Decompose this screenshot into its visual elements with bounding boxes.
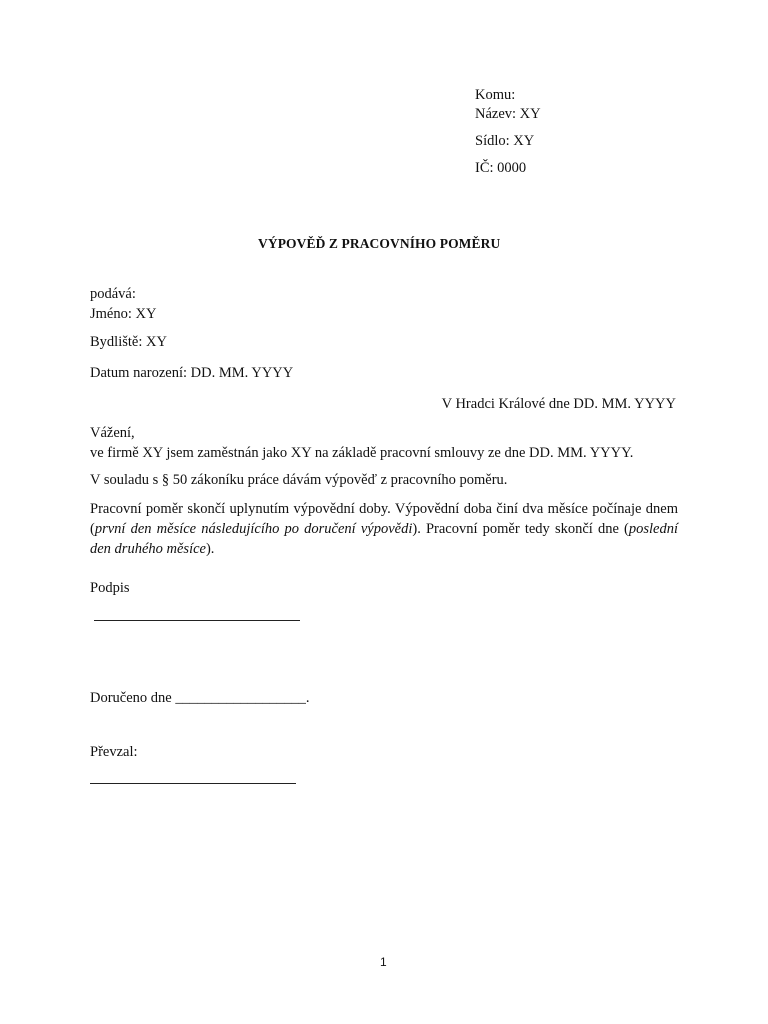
signature-label: Podpis	[90, 580, 130, 596]
termination-italic-1: první den měsíce následujícího po doručení výpovědi	[94, 521, 413, 537]
sender-birth-date: Datum narození: DD. MM. YYYY	[90, 365, 294, 381]
recipient-seat: Sídlo: XY	[475, 133, 535, 149]
sender-residence: Bydliště: XY	[90, 334, 167, 350]
recipient-name: Název: XY	[475, 106, 541, 122]
termination-text-1: Pracovní poměr skončí uplynutím výpovědní doby. Výpovědní doba činí dva měsíce počínaje dnem (	[90, 501, 678, 537]
page-number: 1	[380, 955, 387, 969]
delivered-end: .	[305, 690, 310, 706]
paragraph-termination	[90, 499, 678, 559]
signature-line	[94, 620, 300, 621]
received-signature-line	[90, 783, 296, 784]
termination-italic-2: poslední den druhého měsíce	[90, 521, 678, 557]
document-title: VÝPOVĚĎ Z PRACOVNÍHO POMĚRU	[258, 236, 501, 251]
sender-heading: podává:	[90, 286, 136, 302]
termination-text-2: ). Pracovní poměr tedy skončí dne (	[412, 521, 629, 537]
recipient-heading: Komu:	[475, 87, 516, 103]
delivered-row	[90, 689, 309, 707]
salutation: Vážení,	[90, 425, 135, 441]
sender-name: Jméno: XY	[90, 306, 157, 322]
received-label: Převzal:	[90, 744, 138, 760]
recipient-ic: IČ: 0000	[475, 160, 527, 176]
delivered-label: Doručeno dne	[90, 690, 172, 706]
paragraph-notice: V souladu s § 50 zákoníku práce dávám výpověď z pracovního poměru.	[90, 472, 508, 488]
termination-text-3: ).	[205, 541, 215, 557]
delivered-date-blank: __________________	[175, 690, 306, 706]
paragraph-employment: ve firmě XY jsem zaměstnán jako XY na základě pracovní smlouvy ze dne DD. MM. YYYY.	[90, 445, 634, 461]
place-date: V Hradci Králové dne DD. MM. YYYY	[441, 396, 676, 412]
